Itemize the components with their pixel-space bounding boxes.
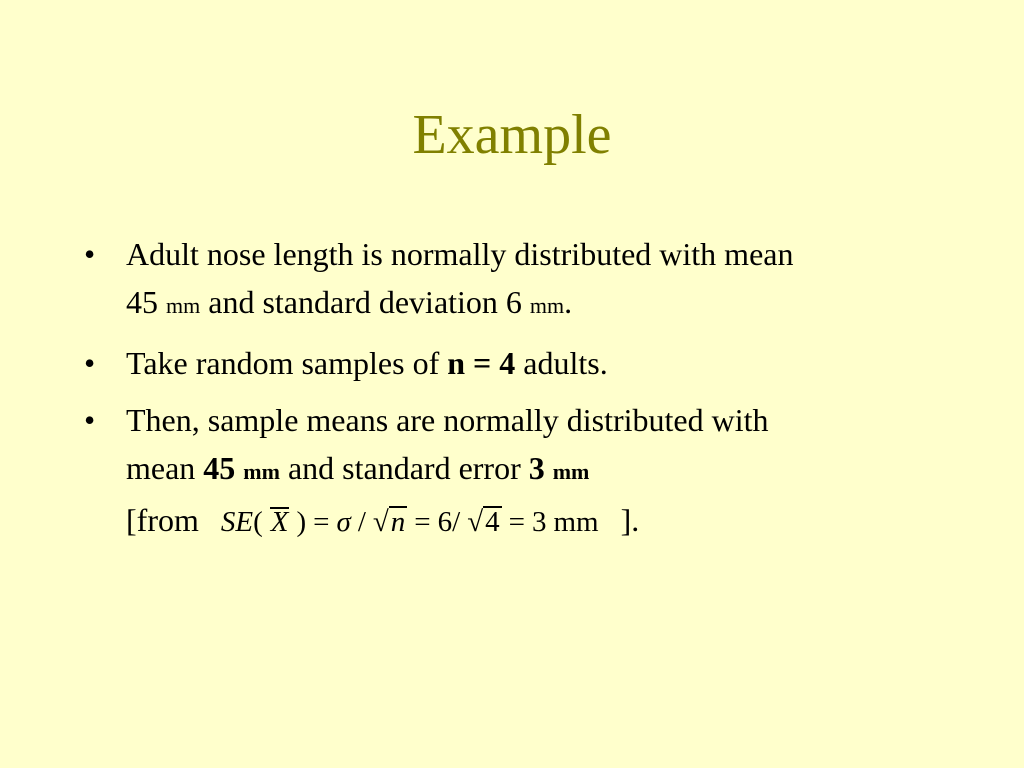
formula-sqrt-n (373, 498, 407, 546)
sqrt-symbol-icon: √ (372, 506, 389, 538)
slide-title: Example (412, 104, 612, 166)
bullet2-post: adults. (523, 345, 608, 381)
formula-three: 3 (532, 506, 547, 538)
bullet3-se-unit: mm (552, 459, 590, 484)
bullet-item-samples (84, 339, 984, 387)
bullet2-sample-size: n = 4 (447, 345, 516, 381)
bullet3-from-close: ]. (620, 502, 640, 538)
bullet-dot: • (84, 402, 96, 438)
bullet3-mean-unit: mm (243, 459, 280, 484)
formula-four: 4 (485, 506, 500, 538)
formula-eq3: = (508, 506, 525, 538)
formula-six: 6 (437, 506, 453, 538)
bullet3-from-open: [from (126, 502, 199, 538)
bullet-item-nose-length (84, 230, 984, 330)
formula-sqrt-4 (467, 498, 501, 546)
bullet-dot: • (84, 236, 96, 272)
bullet-list (84, 230, 984, 555)
bullet3-se-value: 3 (528, 450, 545, 486)
formula-xbar: X (270, 506, 289, 538)
bullet1-mean-unit: mm (166, 293, 201, 318)
formula-slash1: / (357, 506, 366, 538)
formula-rparen: ) (296, 506, 307, 538)
bullet-dot: • (84, 345, 96, 381)
bullet3-se-label: and standard error (287, 450, 521, 486)
sqrt-symbol-icon: √ (467, 506, 484, 538)
formula-slash2: / (452, 506, 461, 538)
formula-eq1: = (313, 506, 330, 538)
standard-error-formula (221, 498, 599, 546)
bullet1-sd-unit: mm (529, 293, 565, 318)
formula-eq2: = (414, 506, 431, 538)
bullet1-line1: Adult nose length is normally distributed with mean (126, 236, 794, 272)
bullet-item-sample-means (84, 396, 984, 546)
bullet1-period: . (564, 284, 573, 320)
bullet1-mean-value: 45 (126, 284, 158, 320)
bullet3-mean-label: mean (126, 450, 196, 486)
formula-n: n (390, 506, 406, 538)
formula-sigma: σ (336, 506, 351, 538)
bullet1-sd-text: and standard deviation 6 (208, 284, 522, 320)
bullet2-pre: Take random samples of (126, 345, 440, 381)
bullet3-mean-value: 45 (203, 450, 236, 486)
formula-unit: mm (553, 506, 599, 538)
formula-lparen: ( (253, 506, 263, 538)
formula-se: SE (220, 506, 254, 538)
bullet3-line1: Then, sample means are normally distributed with (126, 402, 769, 438)
